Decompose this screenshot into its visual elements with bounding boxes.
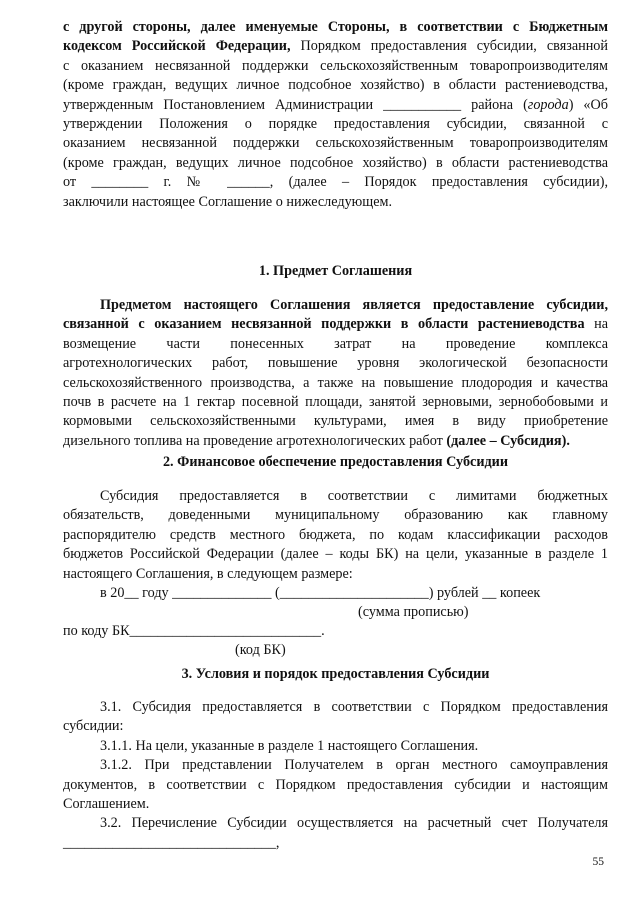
year-amount-line: в 20__ году ______________ (_____________________) рублей __ копеек: [100, 585, 541, 601]
section-1-paragraph: [63, 296, 608, 451]
s1-line-4: агротехнологических работ, повышение уровня экологической безопасности: [63, 355, 608, 372]
intro-line-3: с оказанием несвязанной поддержки сельскохозяйственным товаропроизводителям: [63, 57, 608, 74]
kbk-line: по коду БК___________________________.: [63, 623, 325, 639]
p31-line-1: 3.1. Субсидия предоставляется в соответствии с Порядком предоставления: [100, 699, 608, 715]
s1-line-8-bold: (далее – Субсидия).: [446, 432, 570, 449]
section-3-heading: 3. Условия и порядок предоставления Субсидии: [181, 666, 490, 682]
intro-line-5a: утвержденным Постановлением Администрации ___________ района (: [63, 96, 528, 113]
s1-line-8-text: дизельного топлива на проведение агротехнологических работ: [63, 432, 447, 449]
intro-line-6: утверждении Положения о порядке предоставления субсидии, связанной с: [63, 116, 608, 133]
s2-line-2: обязательств, доведенными муниципальному образованию как главному: [63, 507, 608, 524]
intro-line-7: оказанием несвязанной поддержки сельскохозяйственным товаропроизводителям: [63, 135, 608, 152]
p32-line-2: ______________________________,: [63, 834, 280, 851]
s1-line-2-bold: связанной с оказанием несвязанной поддержки в области растениеводства: [63, 316, 585, 333]
section-3-paragraph: [63, 698, 608, 853]
intro-line-1: с другой стороны, далее именуемые Стороны, в соответствии с Бюджетным: [63, 19, 608, 35]
intro-line-5-italic: города: [527, 96, 569, 113]
s2-line-1: Субсидия предоставляется в соответствии с лимитами бюджетных: [100, 488, 608, 504]
sum-caption: (сумма прописью): [358, 604, 469, 620]
s1-line-5: сельскохозяйственного производства, а также на повышение плодородия и качества: [63, 374, 608, 391]
intro-line-10: заключили настоящее Соглашение о нижеследующем.: [63, 193, 393, 210]
intro-line-8: (кроме граждан, ведущих личное подсобное хозяйство) в области растениеводства: [63, 154, 608, 171]
s2-line-4: бюджетов Российской Федерации (далее – коды БК) на цели, указанные в разделе 1: [63, 546, 608, 563]
intro-line-2-rest: Порядком предоставления субсидии, связанной: [290, 38, 608, 55]
s1-line-2: [63, 315, 608, 334]
s1-line-6: почв в расчете на 1 гектар посевной площади, занятой зерновыми, зернобобовыми и: [63, 394, 608, 411]
intro-line-4: (кроме граждан, ведущих личное подсобное хозяйство) в области растениеводства,: [63, 77, 608, 94]
s2-line-3: распорядителю средств местного бюджета, по кодам классификации расходов: [63, 526, 608, 543]
p312-line-2: документов, в соответствии с Порядком предоставления субсидии и настоящим: [63, 776, 608, 793]
s1-line-3: возмещение части понесенных затрат на проведение комплекса: [63, 335, 608, 352]
intro-paragraph: [63, 18, 608, 212]
section-1-heading: 1. Предмет Соглашения: [258, 263, 413, 279]
p31-line-2: субсидии:: [63, 718, 124, 735]
intro-line-5: [63, 96, 608, 115]
s2-line-5: настоящего Соглашения, в следующем размере:: [63, 565, 353, 582]
kbk-caption: (код БК): [235, 642, 286, 658]
page-number: 55: [592, 856, 604, 868]
intro-line-9: от ________ г. № ______, (далее – Порядок предоставления субсидии),: [63, 174, 608, 191]
p312-line-1: 3.1.2. При представлении Получателем в орган местного самоуправления: [100, 757, 608, 774]
intro-line-5b: ) «Об: [568, 96, 608, 113]
section-2-paragraph: [63, 487, 608, 584]
intro-bold-code: кодексом Российской Федерации,: [63, 38, 291, 55]
p311-line: 3.1.1. На цели, указанные в разделе 1 настоящего Соглашения.: [100, 737, 479, 754]
s1-line-1: Предметом настоящего Соглашения является предоставление субсидии,: [100, 297, 608, 313]
s1-line-8: [63, 432, 608, 451]
intro-line-2: [63, 37, 608, 56]
p32-line-1: 3.2. Перечисление Субсидии осуществляется на расчетный счет Получателя: [100, 815, 608, 832]
p312-line-3: Соглашением.: [63, 796, 150, 813]
s1-line-7: кормовыми сельскохозяйственными культурами, имея в виду приобретение: [63, 413, 608, 430]
section-2-heading: 2. Финансовое обеспечение предоставления Субсидии: [162, 454, 509, 470]
s1-line-2-rest: на: [584, 316, 609, 333]
